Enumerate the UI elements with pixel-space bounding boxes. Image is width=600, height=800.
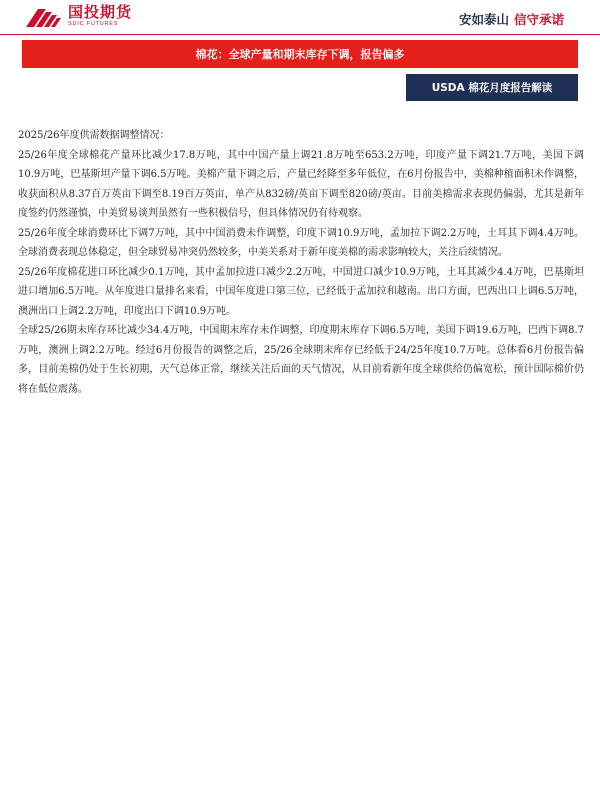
header-divider [0,34,600,35]
sdic-stripes-logo-icon [24,5,64,27]
page-header [0,0,600,36]
paragraph-consumption: 25/26年度全球消费环比下调7万吨，其中中国消费未作调整，印度下调10.9万吨，孟加拉下调2.2万吨，土耳其下调4.4万吨。全球消费表现总体稳定，但全球贸易冲突仍然较多，中美关系对于新年度美棉的需求影响较大，关注后续情况。 [18,227,584,258]
report-body [18,126,584,399]
report-title-banner [22,40,578,68]
company-slogan [459,10,564,28]
paragraph-ending-stocks: 全球25/26期末库存环比减少34.4万吨，中国期末库存未作调整，印度期末库存下调6.5万吨，美国下调19.6万吨，巴西下调8.7万吨，澳洲上调2.2万吨。经过6月份报告的调整之后，25/26全球期末库存已经低于24/25年度10.7万吨。总体看6月份报告偏多，目前美棉仍处于生长初期，天气总体正常，继续关注后面的天气情况，从目前看新年度全球供给仍偏宽松，预计国际棉价仍将在低位震荡。 [18,325,584,395]
paragraph-production: 25/26年度全球棉花产量环比减少17.8万吨，其中中国产量上调21.8万吨至653.2万吨，印度产量下调21.7万吨，美国下调10.9万吨，巴基斯坦产量下调6.5万吨。美棉产量下调之后，产量已经降至多年低位，在6月份报告中，美棉种植面积未作调整，收获面积从8.37百万英亩下调至8.19百万英亩，单产从832磅/英亩下调至820磅/英亩。目前美棉需求表现仍偏弱，尤其是新年度签约仍然谨慎，中美贸易谈判虽然有一些积极信号，但具体情况仍有待观察。 [18,149,584,219]
paragraph-trade: 25/26年度棉花进口环比减少0.1万吨，其中孟加拉进口减少2.2万吨，中国进口减少10.9万吨，土耳其减少4.4万吨，巴基斯坦进口增加6.5万吨。从年度进口量排名来看，中国年度进口第三位，已经低于孟加拉和越南。出口方面，巴西出口上调6.5万吨，澳洲出口上调2.2万吨，印度出口下调10.9万吨。 [18,266,584,317]
logo-name-cn: 国投期货 [68,2,133,21]
section-tag-label: USDA 棉花月度报告解读 [431,82,553,94]
logo-name-en: SDIC FUTURES [68,20,119,27]
report-title: 棉花：全球产量和期末库存下调，报告偏多 [195,48,405,61]
slogan-part1: 安如泰山 [458,12,509,27]
section-tag [406,74,578,101]
paragraph-heading: 2025/26年度供需数据调整情况： [18,130,170,141]
slogan-part2: 信守承诺 [513,12,564,27]
company-logo [24,2,132,30]
